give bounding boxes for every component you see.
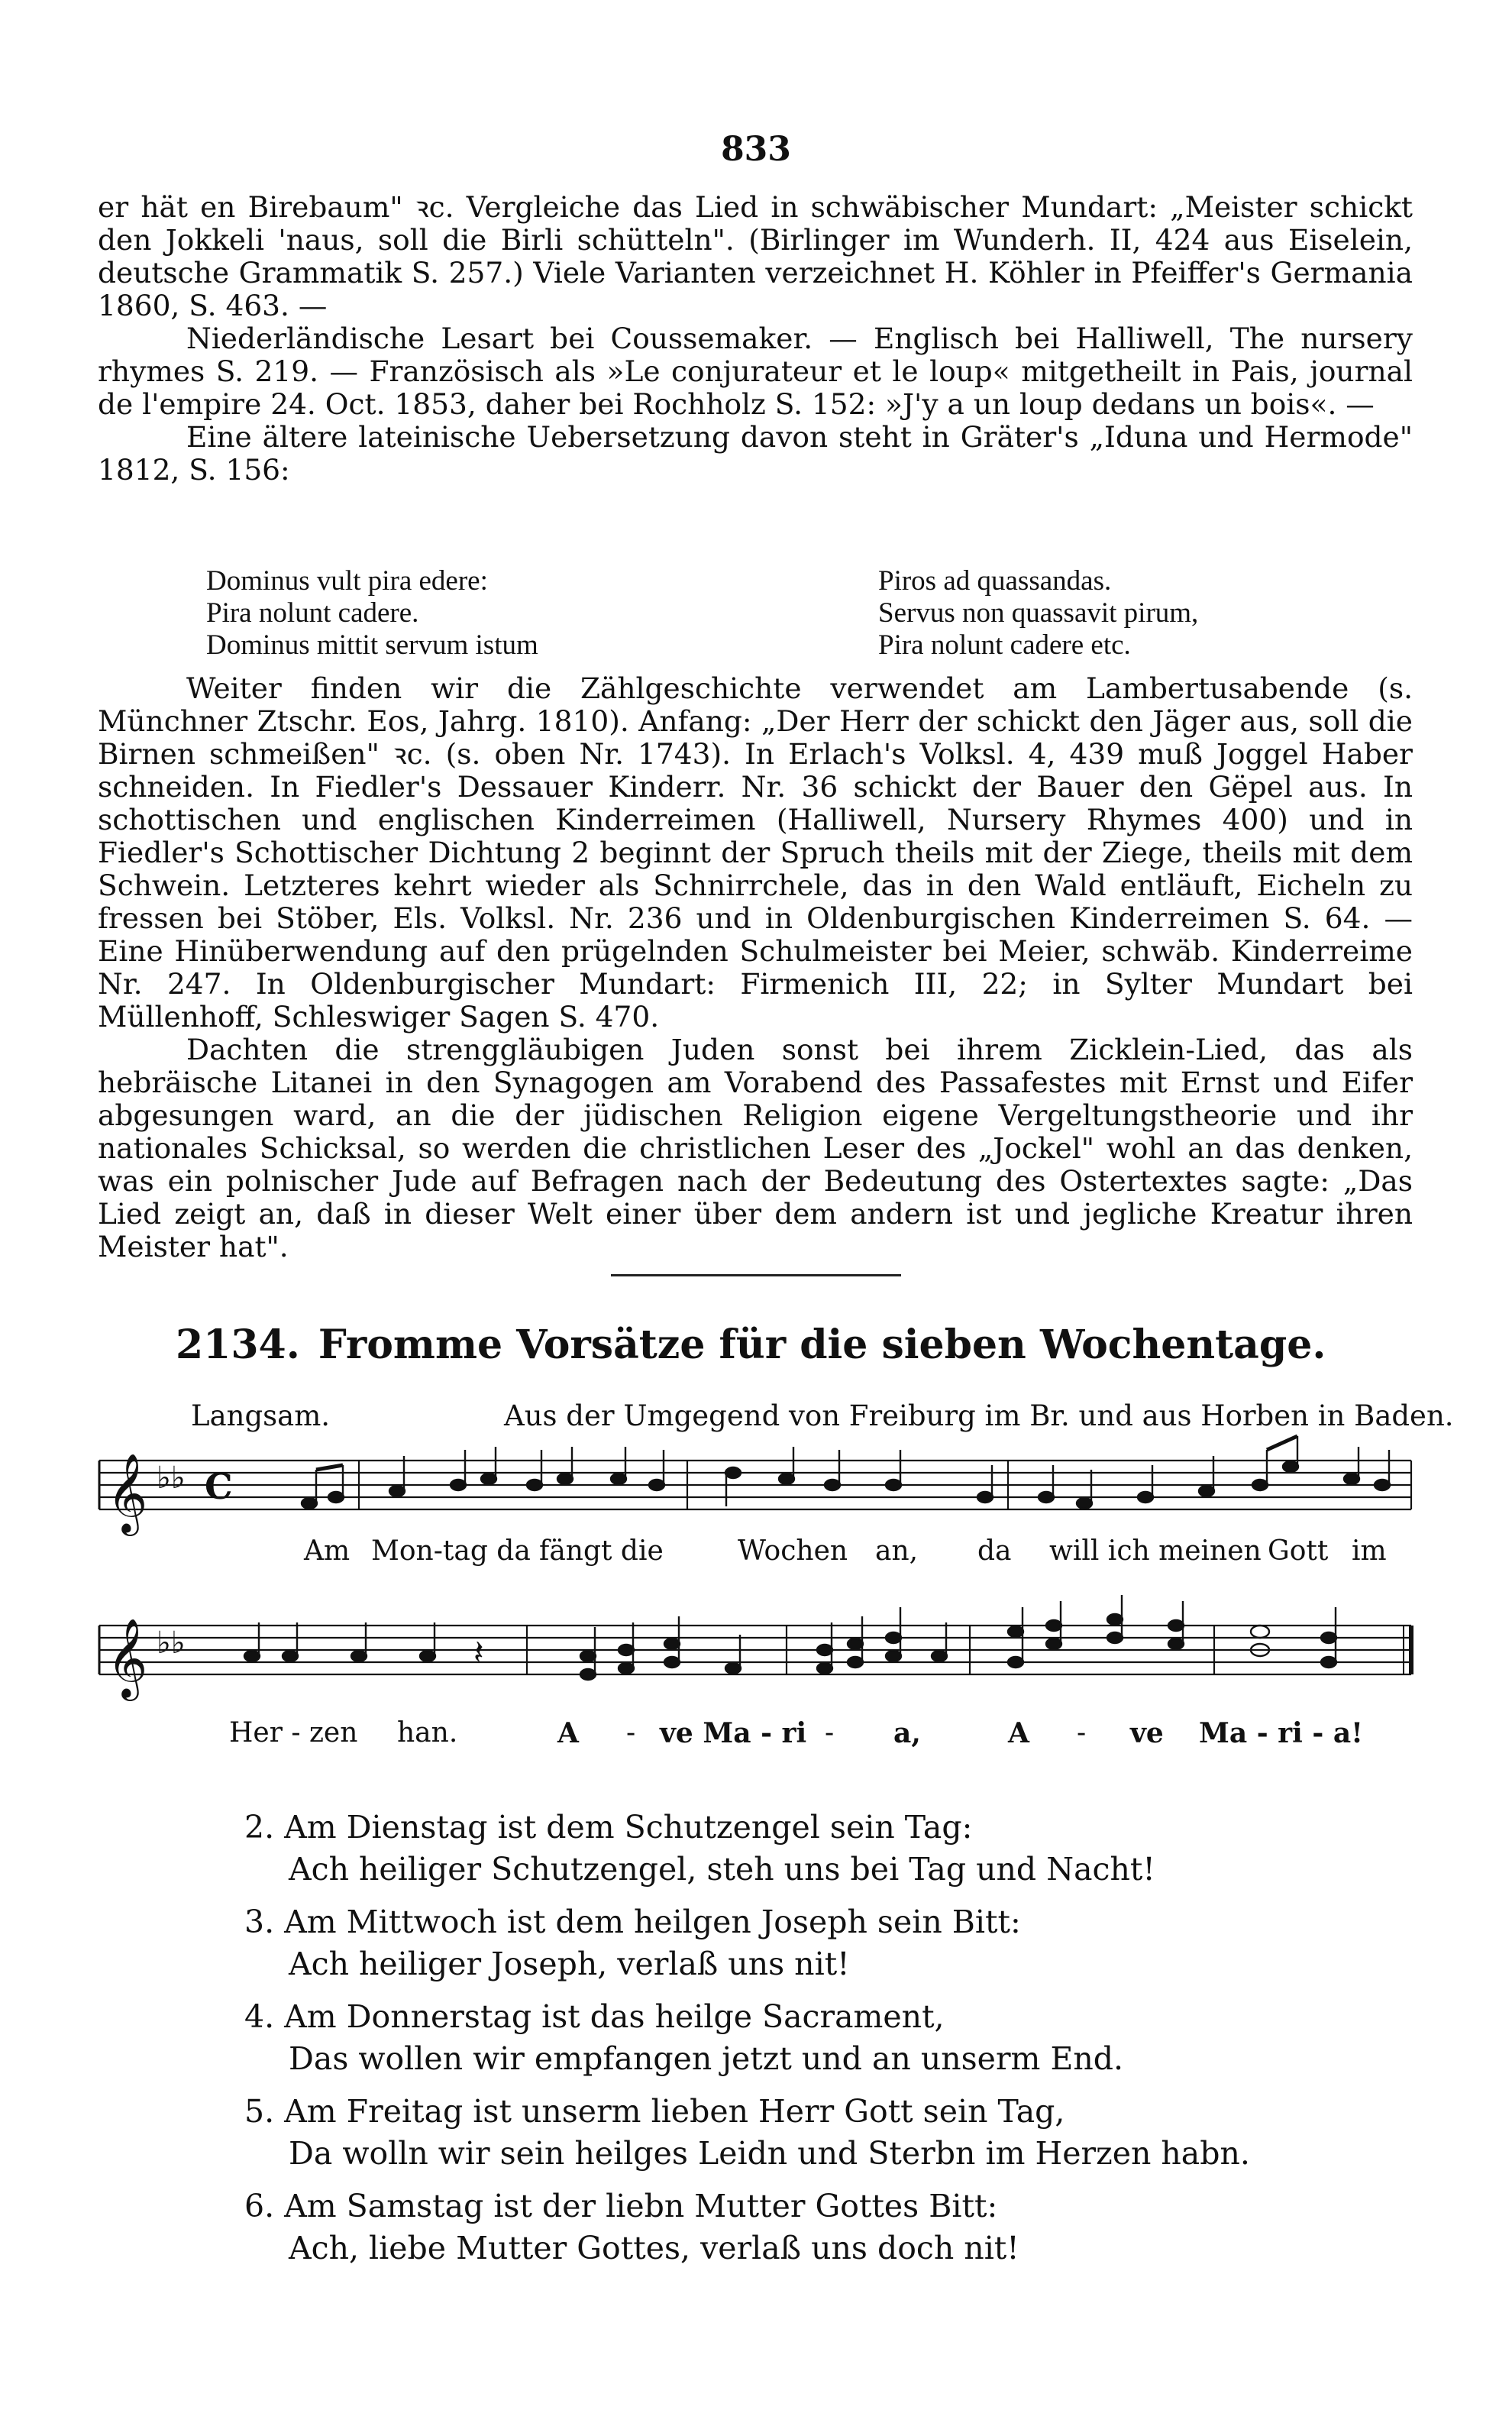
treble-clef-icon: 𝄞 <box>107 1453 148 1533</box>
lyric-syllable: han. <box>397 1717 458 1749</box>
treble-clef-icon: 𝄞 <box>107 1618 148 1698</box>
lyric-syllable: will ich meinen <box>1049 1535 1262 1567</box>
lyric-syllable: fängt die <box>539 1535 664 1567</box>
verse <box>244 1807 1250 1891</box>
commentary-paragraphs <box>98 191 1413 487</box>
lyric-syllable: Ma - ri - a! <box>1199 1717 1363 1749</box>
lyric-syllable: - <box>626 1717 636 1749</box>
verse-line: Das wollen wir empfangen jetzt und an unserm End. <box>289 2040 1124 2077</box>
latin-verse-line: Piros ad quassandas. <box>878 565 1112 597</box>
verse <box>244 1996 1250 2080</box>
notes-system-1 <box>302 1436 1390 1509</box>
commentary-continuation <box>98 672 1413 1263</box>
staff-system-1 <box>99 1436 1411 1536</box>
verse-line: Ach, liebe Mutter Gottes, verlaß uns doch nit! <box>289 2230 1019 2266</box>
page-number: 833 <box>721 130 791 169</box>
latin-verse-line: Pira nolunt cadere etc. <box>878 629 1131 661</box>
key-signature-flats: ♭♭ <box>157 1461 186 1496</box>
tempo-marking: Langsam. <box>191 1399 331 1432</box>
verse-line: Ach heiliger Schutzengel, steh uns bei Tag und Nacht! <box>289 1851 1155 1888</box>
lyric-syllable: A <box>557 1717 579 1749</box>
verse-line: Da wolln wir sein heilges Leidn und Sterbn im Herzen habn. <box>289 2135 1250 2172</box>
verse-line: 4. Am Donnerstag ist das heilge Sacrament, <box>244 1998 945 2035</box>
latin-verse-line: Dominus mittit servum istum <box>206 629 538 661</box>
latin-verse-right-column <box>878 565 1451 662</box>
lyric-syllable: Her - zen <box>229 1717 358 1749</box>
verse-line: 5. Am Freitag ist unserm lieben Herr Gott sein Tag, <box>244 2093 1065 2130</box>
lyric-syllable: da <box>977 1535 1012 1567</box>
lyric-syllable: Am <box>304 1535 351 1567</box>
lyric-syllable: ve Ma - ri <box>660 1717 807 1749</box>
key-signature-flats: ♭♭ <box>157 1626 186 1661</box>
lyric-syllable: A <box>1008 1717 1029 1749</box>
notes-system-2 <box>244 1595 1336 1680</box>
staff-system-2 <box>99 1595 1411 1701</box>
song-title: Fromme Vorsätze für die sieben Wochentage. <box>318 1322 1326 1368</box>
lyric-syllable: im <box>1352 1535 1387 1567</box>
verse-line: 6. Am Samstag ist der liebn Mutter Gottes Bitt: <box>244 2188 998 2224</box>
verse <box>244 2185 1250 2269</box>
lyric-syllable: Gott <box>1268 1535 1329 1567</box>
verse <box>244 1901 1250 1985</box>
song-verses <box>244 1807 1250 2280</box>
lyric-syllable: Mon-tag da <box>371 1535 531 1567</box>
latin-verse-line: Dominus vult pira edere: <box>206 565 488 597</box>
verse-line: 2. Am Dienstag ist dem Schutzengel sein Tag: <box>244 1809 973 1846</box>
lyric-syllable: - <box>825 1717 835 1749</box>
commentary-paragraph: Niederländische Lesart bei Coussemaker. — Englisch bei Halliwell, The nursery rhymes S. 219. — Französisch als »Le conjurateur et le loup« mitgetheilt in Pais, journal de l'empire 24. Oct. 1853, daher bei Rochholz S. 152: »J'y a un loup dedans un bois«. — <box>98 322 1413 421</box>
song-heading <box>176 1322 1326 1368</box>
verse-line: Ach heiliger Joseph, verlaß uns nit! <box>289 1946 850 1982</box>
verse-line: 3. Am Mittwoch ist dem heilgen Joseph sein Bitt: <box>244 1904 1021 1940</box>
latin-verse-left-column <box>206 565 779 662</box>
commentary-paragraph: Weiter finden wir die Zählgeschichte verwendet am Lambertusabende (s. Münchner Ztschr. Eos, Jahrg. 1810). Anfang: „Der Herr der schickt den Jäger aus, soll die Birnen schmeißen" ꝛc. (s. oben Nr. 1743). In Erlach's Volksl. 4, 439 muß Joggel Haber schneiden. In Fiedler's Dessauer Kinderr. Nr. 36 schickt der Bauer den Gëpel aus. In schottischen und englischen Kinderreimen (Halliwell, Nursery Rhymes 400) und in Fiedler's Schottischer Dichtung 2 beginnt der Spruch theils mit der Ziege, theils mit dem Schwein. Letzteres kehrt wieder als Schnirrchele, das in den Wald entläuft, Eicheln zu fressen bei Stöber, Els. Volksl. Nr. 236 und in Oldenburgischen Kinderreimen S. 64. — Eine Hinüberwendung auf den prügelnden Schulmeister bei Meier, schwäb. Kinderreime Nr. 247. In Oldenburgischer Mundart: Firmenich III, 22; in Sylter Mundart bei Müllenhoff, Schleswiger Sagen S. 470. <box>98 671 1413 1034</box>
latin-verse-line: Pira nolunt cadere. <box>206 597 419 629</box>
song-number: 2134. <box>176 1322 300 1368</box>
common-time-icon: C <box>205 1466 233 1507</box>
commentary-paragraph: er hät en Birebaum" ꝛc. Vergleiche das Lied in schwäbischer Mundart: „Meister schickt den Jokkeli 'naus, soll die Birli schütteln". (Birlinger im Wunderh. II, 424 aus Eiselein, deutsche Grammatik S. 257.) Viele Varianten verzeichnet H. Köhler in Pfeiffer's Germania 1860, S. 463. — <box>98 190 1413 322</box>
lyric-syllable: - <box>1077 1717 1087 1749</box>
section-divider <box>611 1274 901 1276</box>
verse <box>244 2091 1250 2175</box>
commentary-paragraph: Dachten die strenggläubigen Juden sonst bei ihrem Zicklein-Lied, das als hebräische Litanei in den Synagogen am Vorabend des Passafestes mit Ernst und Eifer abgesungen ward, an die der jüdischen Religion eigene Vergeltungstheorie und ihr nationales Schicksal, so werden die christlichen Leser des „Jockel" wohl an das denken, was ein polnischer Jude auf Befragen nach der Bedeutung des Ostertextes sagte: „Das Lied zeigt an, daß in dieser Welt einer über dem andern ist und jegliche Kreatur ihren Meister hat". <box>98 1033 1413 1263</box>
lyric-syllable: ve <box>1130 1717 1164 1749</box>
commentary-paragraph: Eine ältere lateinische Uebersetzung davon steht in Gräter's „Iduna und Hermode" 1812, S. 156: <box>98 420 1413 487</box>
lyric-syllable: a, <box>893 1717 921 1749</box>
lyric-syllable: Wochen <box>738 1535 848 1567</box>
latin-verse-line: Servus non quassavit pirum, <box>878 597 1199 629</box>
song-origin: Aus der Umgegend von Freiburg im Br. und aus Horben in Baden. <box>504 1399 1454 1432</box>
lyric-syllable: an, <box>875 1535 919 1567</box>
svg-text:𝄽: 𝄽 <box>473 1633 484 1672</box>
